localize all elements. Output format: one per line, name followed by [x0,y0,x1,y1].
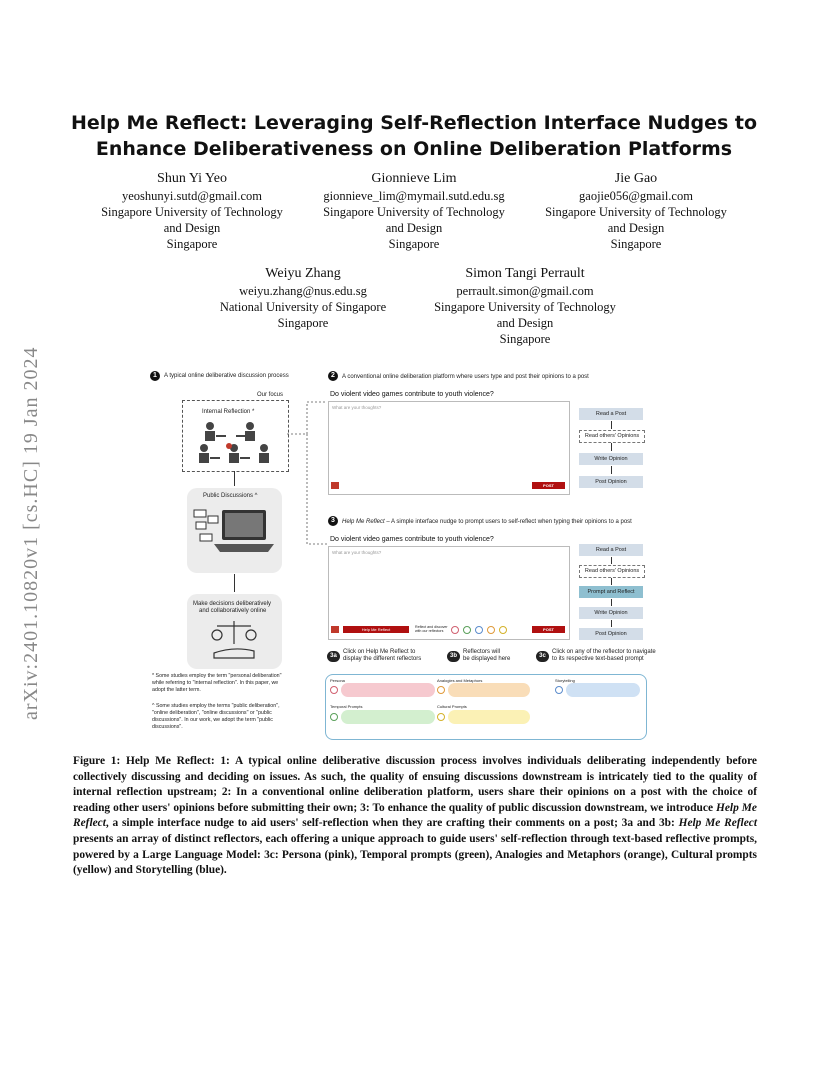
cultural-icon [437,713,445,721]
flow2-write-opinion: Write Opinion [579,453,643,465]
post-button[interactable]: POST [532,626,565,633]
step-3-label: Help Me Reflect – A simple interface nudge to prompt users to self-reflect when typing their opinions to a post [342,519,632,525]
author-email[interactable]: gionnieve_lim@mymail.sutd.edu.sg [323,189,505,203]
persona-icon [330,686,338,694]
desc-3b-line-1: Reflectors will [463,649,501,655]
flow-arrow [611,578,612,585]
flow3-read-post: Read a Post [579,544,643,556]
public-discussions-label: Public Discussions ^ [203,493,258,499]
step-2-badge: 2 [328,371,338,381]
decisions-label-line-1: Make decisions deliberatively [193,601,272,607]
cultural-prompt-bubble[interactable] [448,710,530,724]
flow3-post-opinion: Post Opinion [579,628,643,640]
comment-placeholder: What are your thoughts? [332,550,382,555]
author-name: Jie Gao [614,171,658,186]
footnote-public-discussions: ^ Some studies employ the terms "public deliberation", "online deliberation", "online discussions" or "public discussions". In our work, we adopt the term "public discussions". [152,703,280,730]
step-1-badge: 1 [150,371,160,381]
flow-arrow [234,574,235,592]
step-1-label: A typical online deliberative discussion process [164,373,289,379]
temporal-reflector-icon[interactable] [463,626,471,634]
reflector-label-analogies: Analogies and Metaphors [437,678,483,683]
persona-prompt-bubble[interactable] [341,683,435,697]
decisions-label-line-2: and collaboratively online [199,608,267,614]
question-title: Do violent video games contribute to youth violence? [330,536,494,543]
analogies-icon [437,686,445,694]
author-affiliation: and Design [163,221,221,235]
image-upload-icon[interactable] [331,482,339,489]
author-affiliation: Singapore University of Technology [434,300,616,314]
desc-3a-line-2: display the different reflectors [343,656,422,662]
badge-3a: 3a [327,651,340,662]
conventional-comment-box[interactable] [328,401,570,495]
storytelling-reflector-icon[interactable] [475,626,483,634]
flow2-read-opinions: Read others' Opinions [579,430,645,443]
author-name: Shun Yi Yeo [157,171,227,186]
author-country: Singapore [277,316,329,330]
author-email[interactable]: yeoshunyi.sutd@gmail.com [122,189,262,203]
author-name: Simon Tangi Perrault [465,266,585,281]
author-block [415,265,635,347]
storytelling-prompt-bubble[interactable] [566,683,640,697]
author-affiliation: and Design [607,221,665,235]
author-email[interactable]: perrault.simon@gmail.com [456,284,594,298]
desc-3c-line-1: Click on any of the reflector to navigate [552,649,656,655]
author-country: Singapore [166,237,218,251]
author-block [526,170,746,252]
paper-title-line-2: Enhance Deliberativeness on Online Deliberation Platforms [95,138,733,160]
desc-3a-line-1: Click on Help Me Reflect to [343,649,416,655]
author-email[interactable]: weiyu.zhang@nus.edu.sg [239,284,367,298]
author-affiliation: Singapore University of Technology [323,205,505,219]
step-2-label: A conventional online deliberation platform where users type and post their opinions to a post [342,374,589,380]
step-3-badge: 3 [328,516,338,526]
post-button[interactable]: POST [532,482,565,489]
analogies-prompt-bubble[interactable] [448,683,530,697]
focus-connector [287,398,329,558]
author-affiliation: and Design [385,221,443,235]
author-affiliation: Singapore University of Technology [101,205,283,219]
flow-arrow [611,443,612,451]
reflect-hint: Reflect and discover with our reflectors [415,625,448,633]
author-name: Gionnieve Lim [371,171,457,186]
reflector-label-cultural: Cultural Prompts [437,704,467,709]
figure-caption: Figure 1: Help Me Reflect: 1: A typical online deliberative discussion process involves individuals deliberating independently before collectively discussing and deciding on issues. As such, the quality of ensuing discussions downstream is intricately tied to the quality of internal reflection upstream; 2: In a conventional online deliberation platform, users share their opinions on a post with the choice of reading other users' opinions before submitting their own; 3: To enhance the quality of public discussion downstream, we introduce Help Me Reflect, a simple interface nudge to aid users' self-reflection when they are crafting their comments on a post; 3a and 3b: Help Me Reflect presents an array of distinct reflectors, each offering a unique approach to guide users' self-reflection through text-based reflective prompts, powered by a Large Language Model: 3c: Persona (pink), Temporal prompts (green), Analogies and Metaphors (orange), Cultural prompts (yellow) and Storytelling (blue). [73,755,757,877]
footnote-internal-reflection: * Some studies employ the term "personal deliberation" while referring to "internal reflection". In this paper, we adopt the latter term. [152,673,282,693]
badge-3c: 3c [536,651,549,662]
internal-reflection-label: Internal Reflection * [202,409,255,415]
figure-1 [147,368,687,748]
persona-reflector-icon[interactable] [451,626,459,634]
flow-arrow [611,599,612,606]
storytelling-icon [555,686,563,694]
reflector-label-temporal: Temporal Prompts [330,704,363,709]
cultural-reflector-icon[interactable] [499,626,507,634]
author-name: Weiyu Zhang [265,266,341,281]
flow-arrow [611,557,612,564]
paper-title-line-1: Help Me Reflect: Leveraging Self-Reflection Interface Nudges to [70,112,758,134]
author-country: Singapore [388,237,440,251]
image-upload-icon[interactable] [331,626,339,633]
author-affiliation: Singapore University of Technology [545,205,727,219]
author-block [304,170,524,252]
flow-arrow [611,620,612,627]
arxiv-identifier: arXiv:2401.10820v1 [cs.HC] 19 Jan 2024 [20,346,42,720]
balance-scale-icon [209,618,259,663]
author-affiliation: National University of Singapore [219,300,387,314]
flow-arrow [611,421,612,429]
our-focus-label: Our focus [257,392,284,398]
laptop-discussion-icon [192,504,277,566]
flow3-prompt-reflect: Prompt and Reflect [579,586,643,598]
flow-arrow [234,471,235,486]
comment-placeholder: What are your thoughts? [332,405,382,410]
author-email[interactable]: gaojie056@gmail.com [579,189,693,203]
temporal-icon [330,713,338,721]
help-me-reflect-button[interactable]: Help Me Reflect [343,626,409,633]
flow3-read-opinions: Read others' Opinions [579,565,645,578]
question-title: Do violent video games contribute to youth violence? [330,391,494,398]
reflector-label-storytelling: Storytelling [555,678,575,683]
reflector-label-persona: Persona [330,678,345,683]
author-country: Singapore [610,237,662,251]
badge-3b: 3b [447,651,460,662]
author-block [193,265,413,331]
desc-3c-line-2: to its respective text-based prompt [552,656,644,662]
desc-3b-line-2: be displayed here [463,656,511,662]
flow2-post-opinion: Post Opinion [579,476,643,488]
flow2-read-post: Read a Post [579,408,643,420]
analogies-reflector-icon[interactable] [487,626,495,634]
people-laptops-icon [192,418,277,466]
author-affiliation: and Design [496,316,554,330]
flow-arrow [611,466,612,474]
temporal-prompt-bubble[interactable] [341,710,435,724]
author-country: Singapore [499,332,551,346]
author-block [82,170,302,252]
flow3-write-opinion: Write Opinion [579,607,643,619]
